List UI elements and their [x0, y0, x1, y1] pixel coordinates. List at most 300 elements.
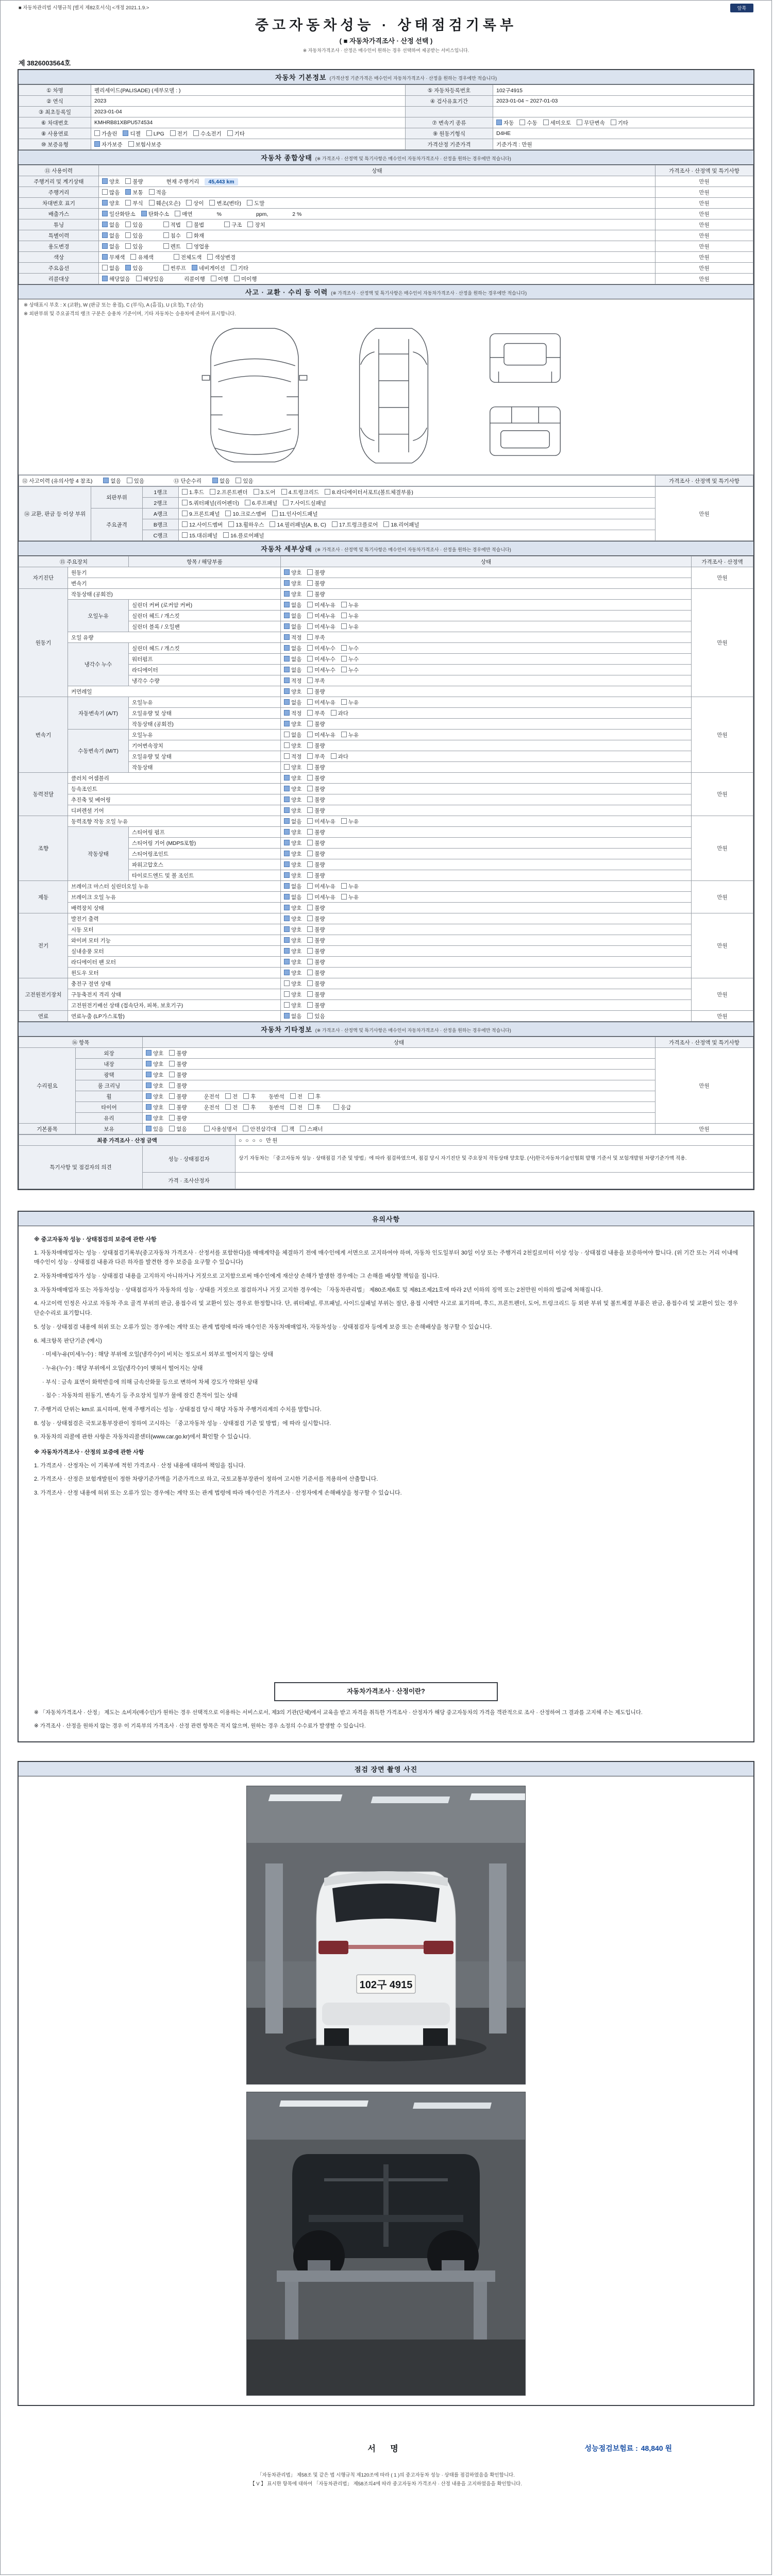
opinion-label: 특기사항 및 점검자의 의견 — [19, 1146, 143, 1189]
checkbox-icon — [186, 200, 192, 206]
status-cell — [281, 1000, 692, 1011]
checkbox-option: 누수 — [341, 667, 359, 673]
form-box — [18, 69, 754, 1190]
checkbox-option: 렌트 — [163, 244, 181, 250]
checkbox-icon — [227, 130, 233, 136]
checkbox-icon — [204, 1126, 210, 1131]
item-label: 브레이크 마스터 실린더오일 누유 — [68, 881, 281, 892]
checkbox-checked-icon — [125, 189, 131, 195]
notice-check-item: · 침수 : 자동차의 원동기, 변속기 등 주요장치 일부가 물에 잠긴 흔적이 있는 상태 — [42, 1393, 238, 1399]
field-value: 102구4915 — [493, 85, 753, 96]
checkbox-option: 수동 — [519, 120, 537, 126]
status-cell — [281, 968, 692, 978]
checkbox-option: 전 — [290, 1105, 303, 1111]
checkbox-icon — [307, 1002, 313, 1008]
document-title: 중고자동차성능 · 상태점검기록부 — [255, 18, 517, 33]
checkbox-option: 없음 — [284, 667, 301, 673]
status-cell — [143, 1070, 656, 1080]
basic-info-table — [19, 84, 753, 150]
checkbox-option: 변조(변타) — [209, 200, 241, 207]
checkbox-option: 스패너 — [300, 1126, 323, 1132]
table-row — [19, 751, 753, 762]
status-cell — [143, 1113, 656, 1124]
document-number: 제 3826003564호 — [19, 59, 71, 67]
checkbox-option: 누수 — [341, 646, 359, 652]
panel-group-label: 외판부위 — [91, 487, 143, 509]
checkbox-checked-icon — [102, 243, 108, 249]
status-cell — [99, 187, 656, 198]
field-label: ② 연식 — [19, 96, 91, 107]
checkbox-option: 9.프론트패널 — [182, 511, 220, 517]
checkbox-icon — [187, 232, 192, 238]
other-note: (※ 가격조사 · 산정액 및 특기사항은 매수인이 자동차가격조사 · 산정을 원하는 경우에만 적습니다) — [315, 1028, 511, 1033]
checkbox-option: 미세누수 — [307, 646, 335, 652]
checkbox-option: 양호 — [146, 1105, 163, 1111]
status-cell — [281, 697, 692, 708]
panel-items-cell — [179, 519, 656, 530]
column-header: ⑯ 항목 — [19, 1037, 143, 1048]
section-overall-title — [19, 150, 753, 165]
checkbox-checked-icon — [284, 775, 290, 781]
checkbox-icon — [307, 1013, 313, 1019]
checkbox-option: 불량 — [307, 765, 325, 771]
price-cell: 만원 — [692, 978, 753, 1011]
checkbox-option: 불량 — [307, 775, 325, 782]
checkbox-option: 없음 — [284, 884, 301, 890]
field-value: D4HE — [493, 128, 753, 139]
column-header: ⑮ 주요장치 — [19, 556, 129, 567]
table-row — [19, 784, 753, 794]
item-label: 실내송풍 모터 — [68, 946, 281, 957]
rank-legend: ※ 외판부위 및 주요골격의 랭크 구분은 승용차 기준이며, 기타 자동차는 승용차에 준하여 표시합니다. — [24, 311, 236, 317]
status-cell — [281, 632, 692, 643]
checkbox-icon — [282, 1126, 288, 1131]
checkbox-icon — [284, 980, 290, 986]
checkbox-option: 양호 — [284, 775, 301, 782]
checkbox-option: 기타 — [611, 120, 628, 126]
checkbox-icon — [341, 656, 347, 662]
sub-group-label: 오일누유 — [68, 600, 129, 632]
item-label: 작동상태 (공회전) — [129, 719, 281, 730]
field-value: 펠리세이드(PALISADE) (세부모델 : ) — [91, 85, 406, 96]
checkbox-icon — [211, 276, 216, 281]
notice-item: 3. 자동차매매업자 또는 자동차성능 · 상태점검자가 자동차의 성능 · 상태를 거짓으로 점검하거나 거짓 고지한 경우에는 「자동차관리법」 제80조제6호 및 제81조제21호에 따라 2년 이하의 징역 또는 2천만원 이하의 벌금에 처해집니다. — [34, 1286, 603, 1293]
checkbox-icon — [169, 1050, 175, 1056]
checkbox-option: 영업용 — [187, 244, 209, 250]
checkbox-option: 미세누수 — [307, 656, 335, 663]
status-cell — [281, 621, 692, 632]
panel-items-cell — [179, 487, 656, 498]
checkbox-option: 가솔린 — [94, 131, 117, 137]
checkbox-icon — [243, 1093, 249, 1099]
checkbox-icon — [163, 232, 169, 238]
checkbox-icon — [341, 894, 347, 900]
table-row — [19, 935, 753, 946]
checkbox-icon — [307, 916, 313, 921]
table-row — [19, 632, 753, 643]
checkbox-option: 양호 — [284, 591, 301, 598]
checkbox-icon — [307, 894, 313, 900]
checkbox-icon — [247, 200, 253, 206]
checkbox-icon — [577, 120, 582, 125]
status-cell — [281, 870, 692, 881]
checkbox-checked-icon — [146, 1050, 152, 1056]
checkbox-icon — [307, 602, 313, 607]
checkbox-option: 양호 — [102, 200, 120, 207]
checkbox-option: 없음 — [284, 700, 301, 706]
checkbox-option: 미세누유 — [307, 819, 335, 825]
checkbox-checked-icon — [102, 254, 108, 260]
checkbox-icon — [307, 807, 313, 813]
checkbox-option: 부족 — [307, 635, 325, 641]
checkbox-option: 있음 — [125, 244, 143, 250]
checkbox-icon — [169, 1115, 175, 1121]
notice-item: 3. 가격조사 · 산정 내용에 허위 또는 오류가 있는 경우에는 계약 또는 관계 법령에 따라 매수인은 가격조사 · 산정자에게 손해배상을 청구할 수 있습니다. — [34, 1490, 402, 1497]
checkbox-option: 누유 — [341, 819, 359, 825]
checkbox-option: 응급 — [333, 1105, 351, 1111]
device-group-label: 고전원전기장치 — [19, 978, 68, 1011]
checkbox-option: 전 — [225, 1094, 238, 1100]
checkbox-icon — [245, 500, 250, 505]
table-row — [19, 1080, 753, 1091]
car-diagrams — [19, 317, 753, 475]
column-header: 상태 — [143, 1037, 656, 1048]
checkbox-icon — [307, 742, 313, 748]
checkbox-option: 15.대쉬패널 — [182, 533, 217, 539]
highlight-value: 45,443 km — [205, 178, 238, 185]
status-cell — [99, 241, 656, 252]
checkbox-option: 불량 — [307, 905, 325, 911]
status-cell — [281, 849, 692, 859]
checkbox-icon — [519, 120, 525, 125]
price-cell: 만원 — [656, 274, 753, 284]
checkbox-option: 없음 — [284, 732, 301, 738]
text-token: 현재 주행거리 — [166, 178, 199, 185]
checkbox-option: 4.트렁크리드 — [281, 489, 319, 496]
checkbox-option: 후 — [243, 1094, 256, 1100]
checkbox-icon — [307, 667, 313, 672]
checkbox-icon — [307, 753, 313, 759]
checkbox-icon — [331, 710, 337, 716]
accident-note: (※ 가격조사 · 산정액 및 특기사항은 매수인이 자동차가격조사 · 산정을 원하는 경우에만 적습니다) — [331, 291, 527, 296]
checkbox-icon — [307, 656, 313, 662]
checkbox-icon — [307, 634, 313, 640]
overall-note: (※ 가격조사 · 산정액 및 특기사항은 매수인이 자동차가격조사 · 산정을 원하는 경우에만 적습니다) — [315, 156, 511, 161]
checkbox-option: 양호 — [284, 840, 301, 846]
status-cell — [281, 719, 692, 730]
table-row — [19, 274, 753, 284]
checkbox-option: 무채색 — [102, 255, 125, 261]
checkbox-option: 양호 — [284, 721, 301, 727]
checkbox-checked-icon — [284, 807, 290, 813]
table-row — [19, 1000, 753, 1011]
checkbox-option: 전 — [290, 1094, 303, 1100]
status-cell — [281, 600, 692, 611]
panel-items-cell — [179, 509, 656, 519]
checkbox-icon — [307, 591, 313, 597]
notice-check-item: · 부식 : 금속 표면이 화학반응에 의해 금속산화물 등으로 변하여 차체 강도가 약화된 상태 — [42, 1379, 258, 1385]
final-appraisal-table — [19, 1134, 753, 1189]
checkbox-icon — [611, 120, 616, 125]
checkbox-icon — [254, 489, 259, 495]
table-row — [19, 219, 753, 230]
checkbox-icon — [300, 1126, 306, 1131]
state-mark-legend: ※ 상태표시 부호 : X (교환), W (판금 또는 용접), C (부식), A (흠집), U (요철), T (손상) — [24, 302, 204, 308]
checkbox-checked-icon — [102, 276, 108, 281]
checkbox-option: 없음 — [102, 222, 120, 228]
checkbox-option: 없음 — [103, 478, 121, 484]
table-row — [19, 719, 753, 730]
table-row — [19, 107, 753, 117]
table-row — [19, 740, 753, 751]
checkbox-icon — [284, 753, 290, 759]
table-row — [19, 654, 753, 665]
car-exterior-top-view-diagram — [200, 323, 309, 467]
checkbox-option: 이행 — [211, 276, 228, 282]
status-cell — [281, 816, 692, 827]
item-label: 추진축 및 베어링 — [68, 794, 281, 805]
checkbox-checked-icon — [284, 861, 290, 867]
item-label: 보유 — [76, 1124, 143, 1134]
item-label: 동력조향 작동 오일 누유 — [68, 816, 281, 827]
table-row — [19, 567, 753, 578]
field-label: ⑤ 자동차등록번호 — [406, 85, 493, 96]
checkbox-option: 구조 — [224, 222, 242, 228]
checkbox-icon — [307, 764, 313, 770]
item-label: 오일유량 및 상태 — [129, 751, 281, 762]
document-subtitle: ( ■ 자동차가격조사 · 산정 선택 ) — [339, 37, 433, 45]
item-label: 충전구 절연 상태 — [68, 978, 281, 989]
table-row — [19, 209, 753, 219]
text-token: ppm, — [256, 211, 268, 217]
field-value — [493, 107, 753, 117]
checkbox-option: 양호 — [284, 938, 301, 944]
checkbox-icon — [236, 478, 241, 483]
row-label: 주요옵션 — [19, 263, 99, 274]
checkbox-icon — [290, 1104, 296, 1110]
checkbox-checked-icon — [102, 178, 108, 184]
table-row — [19, 870, 753, 881]
top-bar — [18, 4, 754, 13]
checkbox-checked-icon — [284, 872, 290, 878]
checkbox-checked-icon — [284, 1013, 290, 1019]
section-photos-title — [19, 1762, 753, 1776]
checkbox-checked-icon — [141, 211, 147, 216]
table-header-row — [19, 165, 753, 176]
inspector-opinion-text: 상기 자동차는 「중고자동차 성능 · 상태점검 기준 및 방법」에 따라 점검하였으며, 점검 당시 자기진단 및 주요장치 작동상태 양호함. (사)한국자동차기술인협회 발행 기준서 및 보험개발원 차량기준가액 적용. — [236, 1146, 753, 1173]
checkbox-icon — [174, 254, 179, 260]
checkbox-option: 불량 — [169, 1061, 187, 1067]
checkbox-icon — [182, 489, 188, 495]
detail-note: (※ 가격조사 · 산정액 및 특기사항은 매수인이 자동차가격조사 · 산정을 원하는 경우에만 적습니다) — [315, 547, 511, 552]
signature-row — [18, 2439, 754, 2461]
checkbox-icon — [307, 937, 313, 943]
checkbox-option: 과다 — [331, 710, 348, 717]
checkbox-option: 양호 — [146, 1115, 163, 1122]
notice-item: 9. 자동차의 리콜에 관한 사항은 자동차리콜센터(www.car.go.kr)에서 확인할 수 있습니다. — [34, 1434, 251, 1440]
status-cell — [99, 219, 656, 230]
checkbox-icon — [290, 1093, 296, 1099]
checkbox-option: 불량 — [169, 1050, 187, 1057]
checkbox-option: 양호 — [146, 1072, 163, 1078]
checkbox-checked-icon — [284, 905, 290, 910]
table-row — [19, 903, 753, 913]
price-cell: 만원 — [656, 187, 753, 198]
status-cell — [281, 773, 692, 784]
checkbox-option: 11.인사이드패널 — [272, 511, 318, 517]
field-label: ⑧ 사용연료 — [19, 128, 91, 139]
price-cell: 만원 — [692, 567, 753, 589]
checkbox-option: 없음 — [284, 894, 301, 901]
checkbox-icon — [341, 613, 347, 618]
checkbox-option: 양호 — [284, 808, 301, 814]
table-row — [19, 730, 753, 740]
checkbox-icon — [307, 613, 313, 618]
checkbox-checked-icon — [146, 1104, 152, 1110]
table-row — [19, 487, 753, 498]
checkbox-icon — [341, 883, 347, 889]
status-cell — [281, 665, 692, 675]
subtitle-note: ※ 자동차가격조사 · 산정은 매수인이 원하는 경우 선택하여 제공받는 서비스입니다. — [303, 48, 469, 53]
status-cell — [281, 794, 692, 805]
detail-status-table — [19, 556, 753, 1022]
status-cell — [99, 274, 656, 284]
checkbox-checked-icon — [146, 1072, 152, 1077]
checkbox-option: 적음 — [149, 190, 166, 196]
table-row — [19, 946, 753, 957]
checkbox-icon — [125, 200, 131, 206]
status-cell — [143, 1091, 656, 1102]
table-row — [19, 838, 753, 849]
checkbox-icon — [125, 222, 131, 227]
checkbox-icon — [136, 276, 142, 281]
field-label: ① 차명 — [19, 85, 91, 96]
checkbox-icon — [209, 200, 215, 206]
checkbox-checked-icon — [284, 883, 290, 889]
photos-title: 점검 장면 촬영 사진 — [354, 1766, 418, 1773]
table-header-row — [19, 1037, 753, 1048]
checkbox-icon — [341, 667, 347, 672]
checkbox-checked-icon — [284, 580, 290, 586]
checkbox-icon — [307, 710, 313, 716]
checkbox-option: 불량 — [307, 938, 325, 944]
checkbox-checked-icon — [284, 645, 290, 651]
rank-label: A랭크 — [143, 509, 179, 519]
table-row — [19, 968, 753, 978]
checkbox-option: 3.도어 — [254, 489, 276, 496]
car-section-diagrams-column — [479, 326, 572, 464]
checkbox-option: 양호 — [146, 1050, 163, 1057]
checkbox-icon — [284, 1002, 290, 1008]
checkbox-option: 잭 — [282, 1126, 294, 1132]
text-token: ⑫ 사고이력 (유의사항 4 참조) — [22, 478, 93, 484]
other-info-table — [19, 1037, 753, 1134]
checkbox-option: 불량 — [307, 959, 325, 965]
checkbox-option: 1.후드 — [182, 489, 204, 496]
column-header: 상태 — [99, 165, 656, 176]
inspection-photo-rear-view — [246, 1786, 526, 2084]
status-cell — [281, 989, 692, 1000]
status-cell — [281, 859, 692, 870]
checkbox-option: 화재 — [187, 233, 204, 239]
notice-subtitle: ※ 중고자동차 성능 · 상태점검의 보증에 관한 사항 — [34, 1236, 157, 1243]
checkbox-option: 매연 — [175, 211, 192, 217]
checkbox-option: 양호 — [284, 948, 301, 955]
table-row — [19, 827, 753, 838]
checkbox-option: 적법 — [163, 222, 181, 228]
checkbox-option: 상이 — [186, 200, 204, 207]
checkbox-option: 누유 — [341, 602, 359, 608]
item-label: 브레이크 오일 누유 — [68, 892, 281, 903]
table-row — [19, 263, 753, 274]
status-cell — [281, 957, 692, 968]
checkbox-checked-icon — [125, 265, 131, 270]
status-cell — [281, 611, 692, 621]
checkbox-icon — [130, 254, 136, 260]
table-row — [19, 643, 753, 654]
status-cell — [99, 263, 656, 274]
checkbox-checked-icon — [284, 970, 290, 975]
checkbox-option: 적정 — [284, 710, 301, 717]
checkbox-icon — [307, 818, 313, 824]
basic-title: 자동차 기본정보 — [275, 74, 327, 81]
checkbox-option: 불량 — [307, 581, 325, 587]
checkbox-checked-icon — [102, 222, 108, 227]
status-cell — [143, 1124, 656, 1134]
checkbox-checked-icon — [284, 916, 290, 921]
checkbox-option: 양호 — [146, 1061, 163, 1067]
checkbox-icon — [225, 1104, 231, 1110]
checkbox-icon — [247, 222, 253, 227]
signature-label: 서 명 — [367, 2445, 405, 2453]
item-label: 오일누유 — [129, 697, 281, 708]
final-amount-value: ○ ○ ○ ○ 만원 — [236, 1135, 753, 1146]
checkbox-option: 사용설명서 — [204, 1126, 238, 1132]
status-cell — [281, 589, 692, 600]
rank-label: B랭크 — [143, 519, 179, 530]
item-label: 내장 — [76, 1059, 143, 1070]
checkbox-checked-icon — [284, 948, 290, 954]
checkbox-icon — [234, 276, 240, 281]
checkbox-icon — [228, 521, 234, 527]
status-cell — [143, 1048, 656, 1059]
basic-note: (가격산정 기준가격은 매수인이 자동차가격조사 · 산정을 원하는 경우에만 적습니다) — [329, 76, 497, 81]
checkbox-icon — [169, 1072, 175, 1077]
checkbox-icon — [308, 1104, 314, 1110]
checkbox-checked-icon — [146, 1126, 152, 1131]
checkbox-option: 미세누유 — [307, 884, 335, 890]
checkbox-option: 양호 — [284, 873, 301, 879]
status-cell — [99, 176, 656, 187]
checkbox-icon — [125, 232, 131, 238]
checkbox-option: 누유 — [341, 613, 359, 619]
checkbox-option: 후 — [243, 1105, 256, 1111]
checkbox-icon — [341, 732, 347, 737]
checkbox-option: 10.크로스멤버 — [225, 511, 266, 517]
appraiser-label: 가격 · 조사산정자 — [143, 1173, 236, 1189]
status-cell — [281, 935, 692, 946]
price-cell: 만원 — [656, 1124, 753, 1134]
item-label: 휠 — [76, 1091, 143, 1102]
photos-box — [18, 1761, 754, 2406]
insurance-fee — [585, 2443, 672, 2453]
checkbox-option: 보험사보증 — [128, 142, 162, 148]
rank-label: 2랭크 — [143, 498, 179, 509]
checkbox-option: 양호 — [284, 959, 301, 965]
field-label: ③ 최초등록일 — [19, 107, 91, 117]
checkbox-option: 디젤 — [123, 131, 140, 137]
checkbox-checked-icon — [284, 796, 290, 802]
